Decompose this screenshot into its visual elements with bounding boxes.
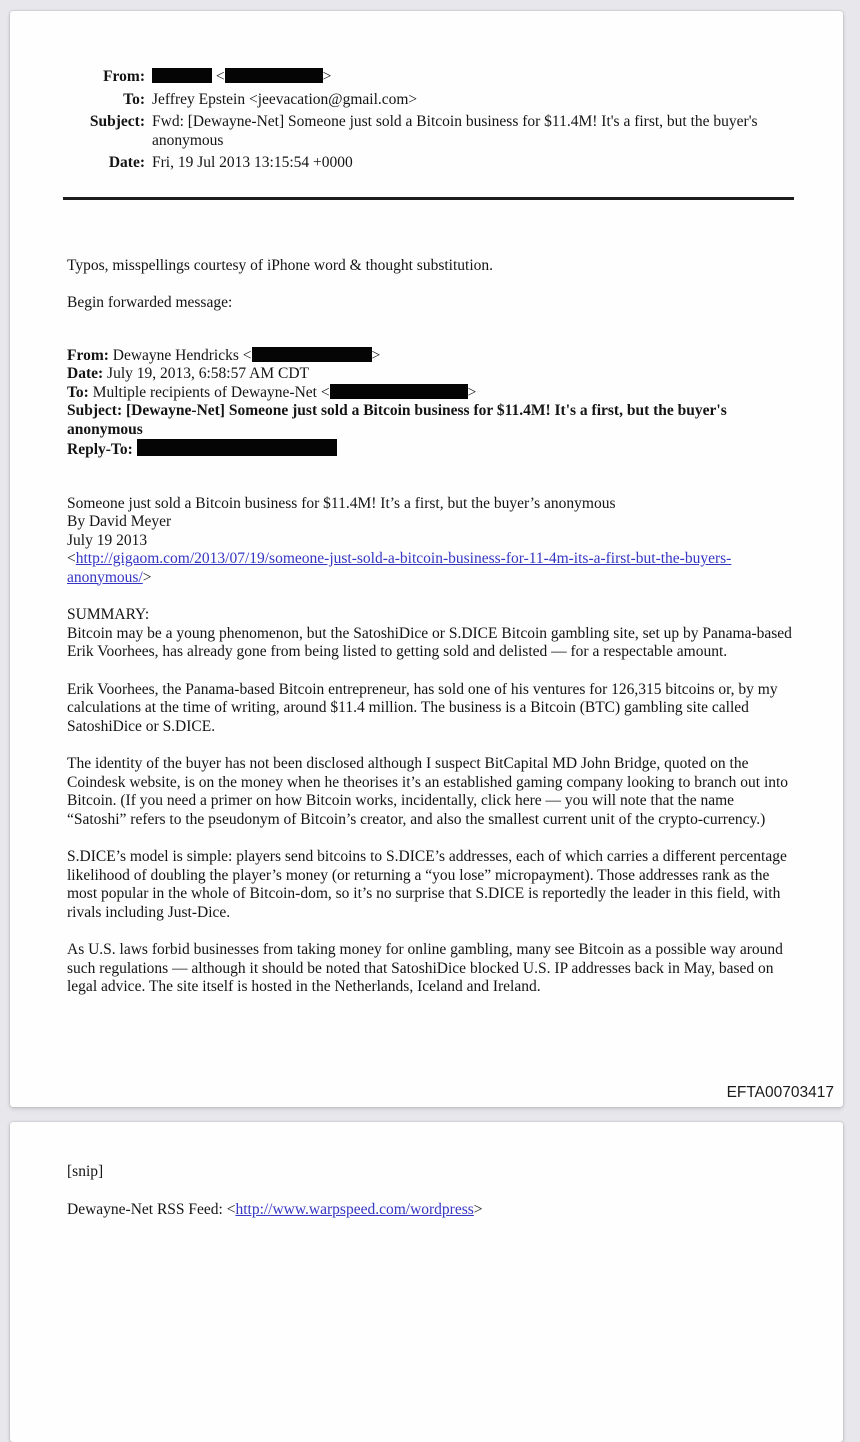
- fwd-to-close: >: [467, 383, 477, 401]
- angle-open: <: [67, 550, 76, 567]
- redaction-box: [330, 384, 468, 399]
- redaction-box: [225, 68, 323, 83]
- subject-label: Subject:: [89, 113, 145, 130]
- rss-feed-label: Dewayne-Net RSS Feed: <: [67, 1200, 236, 1218]
- fwd-subject-row: [67, 402, 795, 439]
- redaction-box: [152, 68, 212, 83]
- article-dateline: July 19 2013: [67, 531, 148, 549]
- article-paragraph: Erik Voorhees, the Panama-based Bitcoin entrepreneur, has sold one of his ventures for 126,315 bitcoins or, by my calculations at the time of writing, around $11.4 million. The business is a Bitcoin (BTC) gambling site called SatoshiDice or S.DICE.: [67, 680, 778, 735]
- email-header-subject-row: [67, 113, 795, 150]
- summary-text: Bitcoin may be a young phenomenon, but the SatoshiDice or S.DICE Bitcoin gambling site, set up by Panama-based Erik Voorhees, has already gone from being listed to getting sold and delisted — for a respectable amount.: [67, 624, 792, 660]
- rss-feed-line: [67, 1201, 795, 1220]
- article-body: [67, 495, 795, 997]
- document-page-1: [10, 11, 843, 1107]
- typos-note: Typos, misspellings courtesy of iPhone word & thought substitution.: [67, 256, 494, 274]
- angle-close: >: [322, 68, 332, 85]
- fwd-from-close: >: [371, 346, 381, 364]
- forwarded-header: [67, 347, 795, 460]
- summary-heading: SUMMARY:: [67, 606, 150, 623]
- to-value: Jeffrey Epstein <jeevacation@gmail.com>: [152, 90, 418, 108]
- redaction-box: [137, 439, 337, 456]
- fwd-to-value: Multiple recipients of Dewayne-Net <: [92, 383, 330, 401]
- fwd-replyto-label: Reply-To:: [67, 441, 137, 458]
- fwd-from-label: From:: [67, 346, 113, 364]
- fwd-date-label: Date:: [67, 365, 108, 382]
- email-header-to-row: [67, 91, 795, 110]
- angle-close: >: [142, 568, 152, 586]
- document-page-2: [10, 1122, 843, 1442]
- snip-marker: [snip]: [67, 1163, 104, 1180]
- from-value: [152, 68, 795, 87]
- header-divider-rule: [63, 197, 794, 200]
- fwd-subject-value: [Dewayne-Net] Someone just sold a Bitcoin business for $11.4M! It's a first, but the buyer's anonymous: [67, 402, 727, 438]
- fwd-replyto-row: [67, 439, 795, 460]
- article-paragraph: S.DICE’s model is simple: players send bitcoins to S.DICE’s addresses, each of which carries a different percentage likelihood of doubling the player’s money (or returning a “you lose” micropayment). Those addresses rank as the most popular in the whole of Bitcoin-dom, so it’s no surprise that S.DICE is reportedly the leader in this field, with rivals including Just-Dice.: [67, 848, 787, 921]
- subject-value: Fwd: [Dewayne-Net] Someone just sold a Bitcoin business for $11.4M! It's a first, but the buyer's anonymous: [152, 113, 758, 149]
- fwd-from-value: Dewayne Hendricks <: [112, 346, 252, 364]
- fwd-to-row: [67, 384, 795, 403]
- article-intro-block: [67, 495, 795, 588]
- fwd-to-label: To:: [67, 383, 93, 401]
- from-label: From:: [103, 68, 145, 85]
- email-header-from-row: [67, 68, 795, 87]
- redaction-box: [252, 347, 372, 362]
- date-label: Date:: [108, 154, 145, 171]
- fwd-subject-label: Subject:: [67, 402, 126, 419]
- bates-number: EFTA00703417: [726, 1084, 834, 1101]
- email-header-date-row: [67, 154, 795, 173]
- article-title: Someone just sold a Bitcoin business for $11.4M! It’s a first, but the buyer’s anonymous: [67, 494, 616, 512]
- summary-block: [67, 606, 795, 662]
- fwd-from-row: [67, 347, 795, 366]
- gigaom-article-link[interactable]: http://gigaom.com/2013/07/19/someone-just-sold-a-bitcoin-business-for-11-4m-its-a-first-but-the-buyers-anonymous/: [67, 550, 732, 586]
- article-paragraph: The identity of the buyer has not been disclosed although I suspect BitCapital MD John Bridge, quoted on the Coindesk website, is on the money when he theorises it’s an established gaming company looking to branch out into Bitcoin. (If you need a primer on how Bitcoin works, incidentally, click here — you will note that the name “Satoshi” refers to the pseudonym of Bitcoin’s creator, and also the smallest current unit of the crypto-currency.): [67, 755, 789, 828]
- article-paragraph: As U.S. laws forbid businesses from taking money for online gambling, many see Bitcoin as a possible way around such regulations — although it should be noted that SatoshiDice blocked U.S. IP addresses back in May, based on legal advice. The site itself is hosted in the Netherlands, Iceland and Ireland.: [67, 941, 783, 995]
- email-header: [67, 11, 795, 173]
- angle-close: >: [473, 1200, 483, 1218]
- warpspeed-rss-link[interactable]: http://www.warpspeed.com/wordpress: [235, 1200, 474, 1218]
- begin-forwarded-message: Begin forwarded message:: [67, 294, 233, 311]
- fwd-date-value: July 19, 2013, 6:58:57 AM CDT: [107, 365, 309, 382]
- date-value: Fri, 19 Jul 2013 13:15:54 +0000: [152, 154, 353, 171]
- to-label: To:: [123, 90, 145, 108]
- article-url-line: [67, 550, 795, 587]
- fwd-date-row: [67, 365, 795, 384]
- angle-open: <: [215, 68, 225, 85]
- article-byline: By David Meyer: [67, 513, 172, 530]
